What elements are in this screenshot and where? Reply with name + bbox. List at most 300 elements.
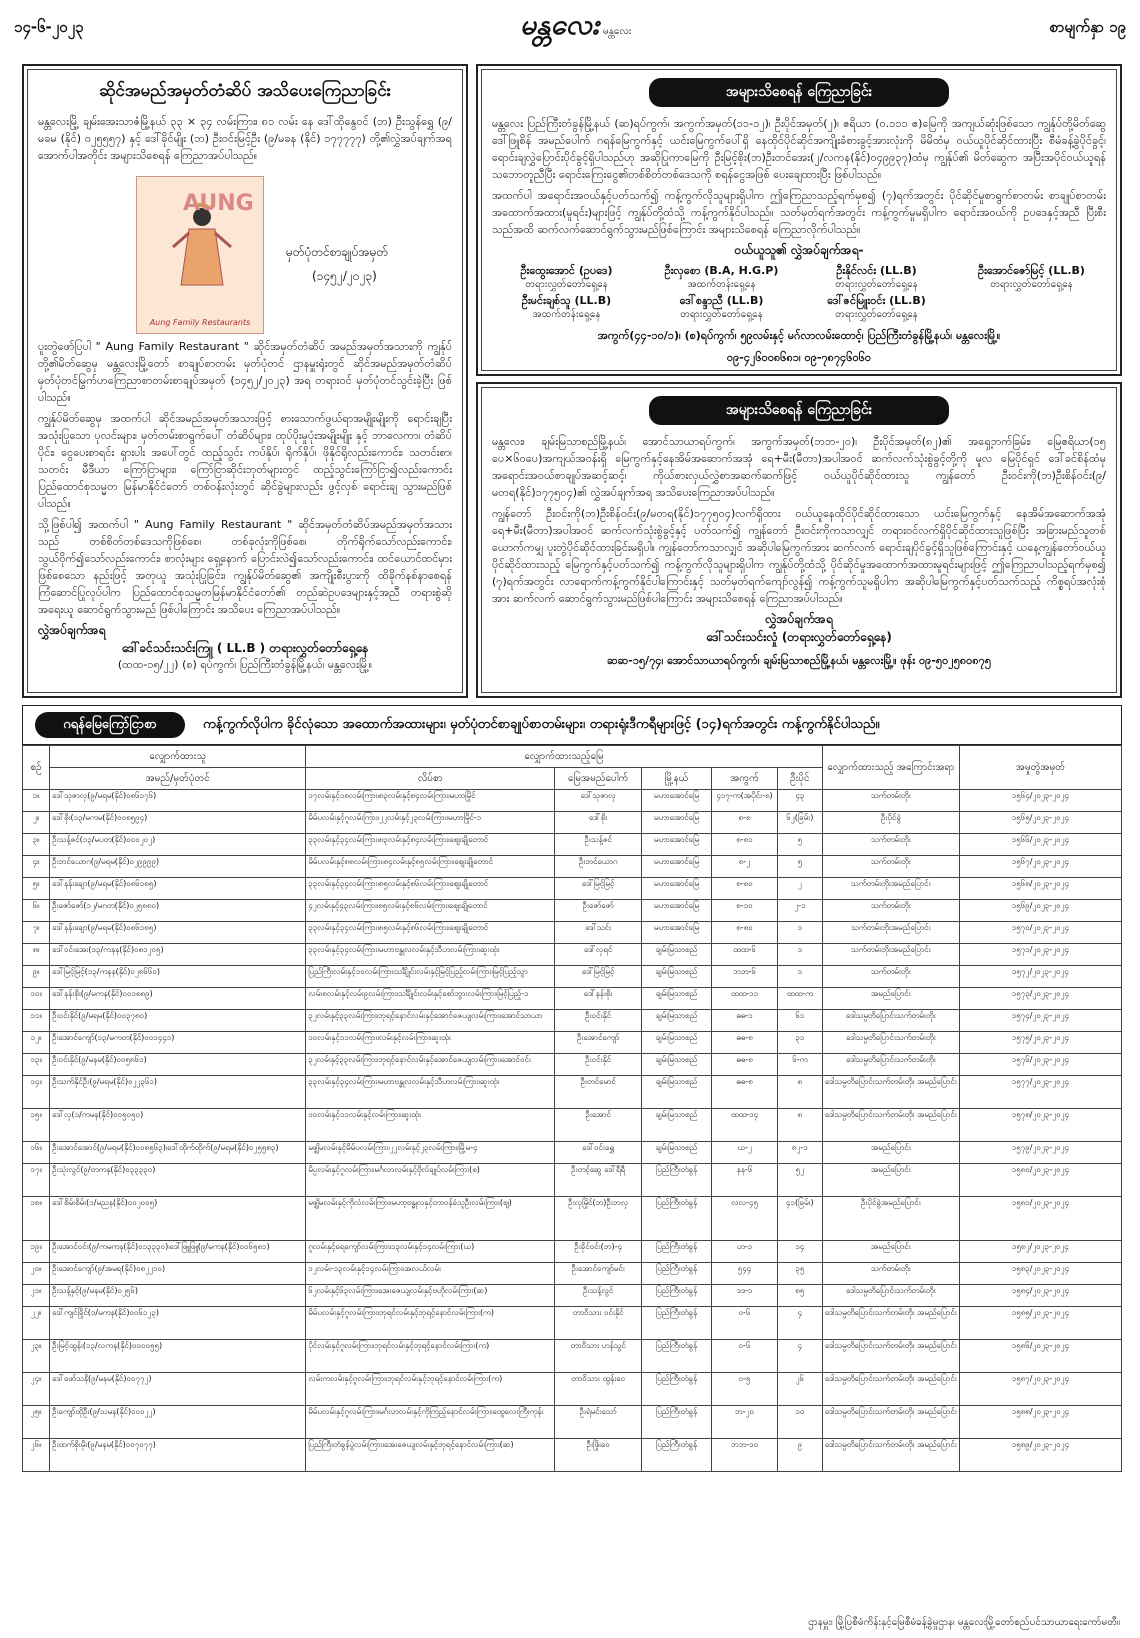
table-cell: ချမ်းမြသာစည်	[641, 1076, 711, 1109]
table-cell: ဒေါ်ဝင်းရွှေ	[555, 1142, 641, 1164]
logo-title: မန္တလေး	[520, 8, 600, 41]
table-cell: ၆၂လမ်းနှင့်၆၃လမ်းကြား၊အေးဇေယျလမ်းနှင့်ဗဟိုလမ်းကြား(ဆ)	[306, 1285, 555, 1307]
land-ownership-sig-label: လွှဲအပ်ချက်အရ	[765, 612, 833, 626]
table-cell: ဦးဝင်းနိုင်	[555, 1054, 641, 1076]
land-sale-phone: ၀၉-၄၂၆၀၀၈၆၈၁၊ ၀၉-၇၈၇၄၆၀၆၀	[726, 351, 872, 364]
land-ownership-notice	[476, 382, 1122, 698]
table-cell: ၁၅၈၄/၂၀၂၃-၂၀၂၄	[959, 1285, 1121, 1307]
table-cell: ပြည်ကြီးတံခွန်ပွဲလမ်းကြား၊အေးဇေယျလမ်းနှင့်ဘုရင့်နောင်လမ်းကြား(ဆ)	[306, 1439, 555, 1472]
table-cell: ဦးဝင်းနိုင်	[555, 1010, 641, 1032]
table-cell: ဒေါသမ္ပတိပြောင်းသက်တမ်းတိုး အမည်ပြောင်း	[822, 1439, 959, 1472]
table-cell: ဦးဖြိုးဝေ	[555, 1439, 641, 1472]
table-cell: တာဝိသား ထွန်းဝေ	[555, 1373, 641, 1406]
land-ownership-lawyer: ဒေါ်သင်းသင်းလှုံ (တရားလွှတ်တော်ရှေ့နေ)	[706, 630, 892, 644]
table-cell: ဦးအောင်ဝင်း(၉/ကမကန(နိုင်)၀၁၃၃၃၀)၊ဒေါ်ဖြူဖြူ(၉/မကန(နိုင်)၀၀၆၅၈၁)	[50, 1241, 306, 1263]
lawyer-entry: ဦးမင်းချစ်သူ (LL.B) အထက်တန်းရှေ့နေ	[521, 294, 612, 320]
table-cell: ၅၄၄	[712, 1263, 778, 1285]
table-cell: သက်တမ်းတိုး	[822, 966, 959, 988]
col-plot: ဦးပိုင်	[777, 768, 822, 790]
table-cell: ၁၅၇၆/၂၀၂၃-၂၀၂၄	[959, 1054, 1121, 1076]
table-cell: ၅။	[23, 878, 50, 900]
table-cell: ပြည်ကြီးတံခွန်	[641, 1285, 711, 1307]
land-ownership-address: ဆဆ-၁၅/၇၄၊ အောင်သာယာရပ်ကွက်၊ ချမ်းမြသာစည်မြို့နယ်၊ မန္တလေးမြို့။ ဖုန်း ၀၉-၅၀၂၅၈၀၈၇၅	[606, 654, 992, 667]
table-cell: ဒေါ်နန်းစိုး(၉/မကန(နိုင်)၀၀၁၈၈၉)	[50, 988, 306, 1010]
table-row	[23, 1010, 1122, 1032]
table-cell: ၁၅၆၈/၂၀၂၃-၂၀၂၄	[959, 878, 1121, 900]
col-applicant: လျှောက်ထားသူ	[50, 746, 306, 768]
table-row	[23, 922, 1122, 944]
col-name: အမည်/မှတ်ပုံတင်	[50, 768, 306, 790]
table-cell: ဒေါသမ္ပတိပြောင်းသက်တမ်းတိုး အမည်ပြောင်း	[822, 1340, 959, 1373]
table-cell: ဦးအောင်ကျော်(၉/အမရ(နိုင်)၀၈၂၂၁၀)	[50, 1263, 306, 1285]
table-cell: ဒေါသမ္ပတိပြောင်းသက်တမ်းတိုး အမည်ပြောင်း	[822, 1373, 959, 1406]
land-sale-address: အကွက်(၄၄-၁၀/၁)၊ (စ)ရပ်ကွက်၊ ၅၉လမ်းနှင့် မဂ်လာလမ်းထောင့်၊ ပြည်ကြီးတံခွန်မြို့နယ်၊ မန္တလေးမြို့။	[597, 329, 1001, 342]
table-cell: ၁၀လမ်းနှင့်၁၁လမ်းကြား၊လမ်းနှင့်လမ်းကြား၊ဆူးထုံး	[306, 1032, 555, 1054]
table-cell: သက်တမ်းတိုး	[822, 856, 959, 878]
table-cell: ဒေါ်နန်းချော(၉/မရမ(နိုင်)၀၈၆၁၈၅)	[50, 878, 306, 900]
land-ownership-body: မန္တလေး၊ ချမ်းမြသာစည်မြို့နယ်၊ အောင်သာယာရပ်ကွက်၊ အကွက်အမှတ်(ဘဘ-၂၀)၊ ဦးပိုင်အမှတ်(၈၂)၏ အရှေ့ဘက်ခြမ်း၊ မြေဧရိယာ(၁၅ ပေ×၆၀ပေ)အကျယ်အဝန်းရှိ မြေကွက်နှင့်နေအိမ်အဆောက်အအုံ ရေ+မီး(မီတာ)အပါအဝင် ဆက်လက်သုံးစွဲခွင့်တို့ကို မူလ မြေပိုင်ရှင် ဒေါ်ခင်စိန်ထံမှ အရောင်းအဝယ်စာချုပ်အဆင့်ဆင့်၊ ကိုယ်စားလှယ်လွှဲစာအဆက်ဆက်ဖြင့် ဝယ်ယူပိုင်ဆိုင်ထားသူ ကျွန်တော် ဦးဝင်းကို(ဘ)ဦးစိန်ဝင်း(၉/မတရ(နိုင်)၁၇၇၅၀၄)၏ လွှဲအပ်ချက်အရ အသိပေးကြေညာအပ်ပါသည်။	[492, 435, 1106, 499]
table-cell: ၁၈။	[23, 1197, 50, 1241]
table-row	[23, 1076, 1122, 1109]
page-header	[0, 0, 1140, 50]
table-cell: ပြည်ကြီးတံခွန်	[641, 1439, 711, 1472]
table-cell: ၃၃လမ်းနှင့်၃၄လမ်းကြား၊၈၅လမ်းနှင့်၈၆လမ်းကြား၊ဈေးချိုတောင်	[306, 878, 555, 900]
table-cell: ဓဓ-၁	[712, 1010, 778, 1032]
table-cell: ဦးအောင်ကျော်မင်း	[555, 1263, 641, 1285]
table-cell: ဓဓ-၈	[712, 1054, 778, 1076]
table-cell: ၁၅၇၉/၂၀၂၃-၂၀၂၄	[959, 1142, 1121, 1164]
table-cell: ဦးသန့်နှင့်(၉/မနမ(နိုင်)၀၂၅၆)	[50, 1285, 306, 1307]
table-cell: ၈၅	[777, 1285, 822, 1307]
table-cell: ဒေါ်မြင့်မြင့်	[555, 966, 641, 988]
table-cell: ၁၄	[777, 1241, 822, 1263]
table-cell: ပြည်ကြီးတံခွန်	[641, 1197, 711, 1241]
issue-date: ၁၄-၆-၂၀၂၃	[14, 18, 84, 36]
table-cell: ၁၀လမ်းနှင့်၁၁လမ်းနှင့်လမ်းကြား၊ဆူးထုံး	[306, 1109, 555, 1142]
table-cell: ဒေါ်နန်းစိုး	[555, 988, 641, 1010]
table-cell: ချမ်းမြသာစည်	[641, 988, 711, 1010]
table-row	[23, 1142, 1122, 1164]
table-cell: ဦးထက်စိုးမိုး(၉/မနမ(နိုင်)၀၀၇၀၇၇)	[50, 1439, 306, 1472]
table-cell: ၁၁။	[23, 1010, 50, 1032]
table-cell: ၄၁(ခြမ်း)	[777, 1197, 822, 1241]
table-cell: ၈။	[23, 944, 50, 966]
table-cell: ၃၃လမ်းနှင့်၃၄လမ်းကြား၊မဟာဗန္ဓုလလမ်းနှင့်သီဟလမ်းကြား၊ဆူးထုံး	[306, 944, 555, 966]
table-row	[23, 966, 1122, 988]
table-row	[23, 1406, 1122, 1439]
table-row	[23, 1439, 1122, 1472]
trademark-para-1: ပူးတွဲဖော်ပြပါ " Aung Family Restaurant " ဆိုင်အမှတ်တံဆိပ် အမည်အမှတ်အသားကို ကျွန်ုပ်တို့၏မိတ်ဆွေမှ မန္တလေးမြို့တော် စာချုပ်စာတမ်း မှတ်ပုံတင် ဌာနမှူးရုံးတွင် ဆိုင်အမည်အမှတ်တံဆိပ်မှတ်ပုံတင်မြွက်ဟကြေညာစာတမ်းစာချုပ်အမှတ် (၁၄၅၂/၂၀၂၃) အရ တရားဝင် မှတ်ပုံတင်သွင်းခဲ့ပြီး ဖြစ်ပါသည်။	[38, 340, 452, 404]
grant-land-instructions: ကန့်ကွက်လိုပါက ခိုင်လုံသော အထောက်အထားများ၊ မှတ်ပုံတင်စာချုပ်စာတမ်းများ၊ တရားရုံးဒီကရီများဖြင့် (၁၄)ရက်အတွင်း ကန့်ကွက်နိုင်ပါသည်။	[203, 717, 880, 732]
aung-family-restaurant-logo	[136, 176, 264, 334]
table-cell: ၁	[777, 922, 822, 944]
table-cell: မဇ္ဈိမလမ်းနှင့်ကိုလံလမ်းကြား၊မဟာ့ဗန္ဓုလနှင့်တာဝန်ခံသူဦးလမ်းကြား(ဈ)	[306, 1197, 555, 1241]
col-land: လျှောက်ထားသည့်မြေ	[306, 746, 823, 768]
table-cell: သက်တမ်းတိုးအမည်ပြောင်း	[822, 944, 959, 966]
lawyer-entry: ဦးနိုင်လင်း (LL.B) တရားလွှတ်တော်ရှေ့နေ	[835, 264, 918, 290]
table-cell: ဦးရဲမင်းသော်	[555, 1406, 641, 1439]
table-cell: ၅	[777, 856, 822, 878]
table-cell: ၁၅၆၇/၂၀၂၃-၂၀၂၄	[959, 856, 1121, 878]
table-cell: တာဝိသား ဟန်သွင်	[555, 1340, 641, 1373]
table-cell: ၂၅။	[23, 1406, 50, 1439]
table-cell: ၁၅၈၅/၂၀၂၃-၂၀၂၄	[959, 1307, 1121, 1340]
table-cell: ဒေါ်ဖော်သနိ(၉/မနမ(နိုင်)၀၀၇၇၂)	[50, 1373, 306, 1406]
table-cell: ဓဓ-၈	[712, 1076, 778, 1109]
table-cell: ၁၇လမ်းနှင့်၁၈လမ်းကြား၊၈၃လမ်းနှင့်၈၄လမ်းကြား၊မဟာမြိုင်	[306, 790, 555, 812]
trademark-registration-label: မှတ်ပုံတင်စာချုပ်အမှတ်	[286, 245, 389, 259]
table-cell: ၁၇။	[23, 1164, 50, 1197]
table-cell: ၁၅၆၄/၂၀၂၃-၂၀၂၄	[959, 790, 1121, 812]
table-cell: ၁၅၈၁/၂၀၂၃-၂၀၂၄	[959, 1197, 1121, 1241]
table-cell: ချမ်းမြသာစည်	[641, 1109, 711, 1142]
table-cell: ၁၅၆၉/၂၀၂၃-၂၀၂၄	[959, 900, 1121, 922]
table-cell: ၂၁။	[23, 1285, 50, 1307]
table-cell: ၃၅	[777, 1263, 822, 1285]
trademark-notice-title: ဆိုင်အမည်အမှတ်တံဆိပ် အသိပေးကြေညာခြင်း	[98, 81, 391, 101]
table-cell: ဒေါ်မြင့်မြင့်	[555, 878, 641, 900]
table-cell: ဦးသန့်လွင်	[555, 1285, 641, 1307]
table-cell: ၁၃။	[23, 1054, 50, 1076]
table-cell: ၁၉။	[23, 1241, 50, 1263]
table-cell: ၂၀။	[23, 1263, 50, 1285]
table-cell: သက်တမ်းတိုးအမည်ပြောင်း	[822, 878, 959, 900]
table-row	[23, 1263, 1122, 1285]
table-cell: အမည်ပြောင်း	[822, 1241, 959, 1263]
land-sale-body-2: အထက်ပါ အရောင်းအဝယ်နှင့်ပတ်သက်၍ ကန့်ကွက်လိုသူများရှိပါက ဤကြေညာသည့်ရက်မှစ၍ (၇)ရက်အတွင်း ပိုင်ဆိုင်မှုစာရွက်စာတမ်း စာချုပ်စာတမ်းအထောက်အထား(မူရင်း)များဖြင့် ကျွန်ုပ်တို့ထံသို့ ကန့်ကွက်နိုင်ပါသည်။ သတ်မှတ်ရက်အတွင်း ကန့်ကွက်မှုမရှိပါက ရောင်းအဝယ်ကို ဥပဒေနှင့်အညီ ပြီးစီးသည်အထိ ဆက်လက်ဆောင်ရွက်သွားမည်ဖြစ်ကြောင်း အများသိစေရန် ကြေညာလိုက်ပါသည်။	[492, 189, 1106, 236]
table-cell: ၁၅၈၂/၂၀၂၃-၂၀၂၄	[959, 1241, 1121, 1263]
table-cell: ၁၅၇၈/၂၀၂၃-၂၀၂၄	[959, 1109, 1121, 1142]
table-cell: ဒေါ်လှရင်	[555, 944, 641, 966]
table-row	[23, 1054, 1122, 1076]
table-cell: ထထ-က	[777, 988, 822, 1010]
col-no: စဉ်	[23, 746, 50, 790]
col-township: မြို့နယ်	[641, 768, 711, 790]
table-row	[23, 1340, 1122, 1373]
table-cell: ချမ်းမြသာစည်	[641, 1142, 711, 1164]
table-cell: ၁။	[23, 790, 50, 812]
table-row	[23, 878, 1122, 900]
table-cell: သက်တမ်းတိုးအမည်ပြောင်း	[822, 922, 959, 944]
table-cell: ပြည်ကြီးတံခွန်	[641, 1164, 711, 1197]
table-cell: ဒေါ်ဝင်းအေး(၁၃/ကနန(နိုင်)၀၈၁၂၀၅)	[50, 944, 306, 966]
table-cell: မိမ်ပလမ်းနှင့်ဂူလမ်းကြား၊၂၂လမ်းနှင့်၂၃လမ်းကြား၊မဟာမြိုင်-၁	[306, 812, 555, 834]
table-cell: ဒေါသမ္ပတိပြောင်းသက်တမ်းတိုး	[822, 1010, 959, 1032]
table-row	[23, 1032, 1122, 1054]
land-ownership-body-2: ကျွန်တော် ဦးဝင်းကို(ဘ)ဦးစိန်ဝင်း(၉/မတရ(နိုင်)၁၇၇၅၀၄)လက်ရှိထား ဝယ်ယူနေထိုင်ပိုင်ဆိုင်ထားသော ယင်းမြေကွက်နှင့် နေအိမ်အဆောက်အအုံ ရေ+မီး(မီတာ)အပါအဝင် ဆက်လက်သုံးစွဲခွင့်နှင့် ပတ်သက်၍ ကျွန်တော် ဦးဝင်းကိုကသာလျှင် တရားဝင်လက်ရှိပိုင်ဆိုင်ထားသူဖြစ်ပြီး အခြားမည်သူတစ်ယောက်ကမျှ ပူးတွဲပိုင်ဆိုင်ထားခြင်းမရှိပါ။ ကျွန်တော်ကသာလျှင် အဆိုပါမြေကွက်အား ဆက်လက် ရောင်းချပိုင်ခွင့်ရှိသူဖြစ်ကြောင်းနှင့် ယနေ့ကျွန်တော်ဝယ်ယူပိုင်ဆိုင်ထားသည့် မြေကွက်နှင့်ပတ်သက်၍ ကန့်ကွက်လိုသူများရှိပါက ကျွန်ုပ်တို့ထံသို့ ပိုင်ဆိုင်မှုအထောက်အထားမူရင်းများဖြင့် ဤကြေညာပါသည့်ရက်မှစ၍ (၇)ရက်အတွင်း လာရောက်ကန့်ကွက်နိုင်ပါကြောင်းနှင့် သတ်မှတ်ရက်ကျော်လွန်၍ ကန့်ကွက်သူမရှိပါက အဆိုပါမြေကွက်နှင့်ပတ်သက်သည့် ကိစ္စရပ်အလုံးစုံအား ဆက်လက် ဆောင်ရွက်သွားမည်ဖြစ်ပါကြောင်း အများသိစေရန် ကြေညာအပ်ပါသည်။	[492, 507, 1106, 605]
page-number: စာမျက်နှာ ၁၉	[1049, 18, 1126, 36]
table-cell: ဓဓ-၈	[712, 1032, 778, 1054]
col-block: အကွက်	[712, 768, 778, 790]
table-cell: ဟ-၁	[712, 1241, 778, 1263]
table-cell: ၆။	[23, 900, 50, 922]
table-cell: သက်တမ်းတိုး	[822, 1263, 959, 1285]
table-row	[23, 1109, 1122, 1142]
table-cell: ချမ်းမြသာစည်	[641, 1054, 711, 1076]
table-cell: ၂၆	[777, 1373, 822, 1406]
trademark-para-3: သို့ဖြစ်ပါ၍ အထက်ပါ " Aung Family Restaurant " ဆိုင်အမှတ်တံဆိပ်အမည်အမှတ်အသားသည် တစ်စိတ်တစ်ဒေသကိုဖြစ်စေ၊ တစ်ခုလုံးကိုဖြစ်စေ၊ တိုက်ရိုက်သော်လည်းကောင်း၊ သွယ်ဝိုက်၍သော်လည်းကောင်း၊ စာလုံးများ ရှေ့နောက် ပြောင်းလဲ၍သော်လည်းကောင်း၊ ထင်ယောင်ထင်မှား ဖြစ်စေသော နည်းဖြင့် အတုယူ အသုံးပြုခြင်း၊ ကျွန်ုပ်မိတ်ဆွေ၏ အကျိုးစီးပွားကို ထိခိုက်နစ်နာစေရန် ကြံဆောင်ပြုလုပ်ပါက ပြည်ထောင်စုသမ္မတမြန်မာနိုင်ငံတော်၏ တည်ဆဲဥပဒေများနှင့်အညီ တရားစွဲဆို အရေးယူ ဆောင်ရွက်သွားမည် ဖြစ်ပါကြောင်း အသိပေး ကြေညာအပ်ပါသည်။	[38, 518, 452, 616]
table-row	[23, 1307, 1122, 1340]
table-cell: ဝ-၅	[712, 1373, 778, 1406]
table-cell: မဟာအောင်မြေ	[641, 856, 711, 878]
land-sale-sig-label: ဝယ်ယူသူ၏ လွှဲအပ်ချက်အရ-	[734, 243, 864, 257]
logo-letters: AUNG	[183, 191, 254, 216]
table-cell: ၇။	[23, 922, 50, 944]
table-cell: ဒေါ်သုဇာလှ	[555, 790, 641, 812]
table-cell: ၂-၁	[777, 900, 822, 922]
table-cell: မဇ္ဈိမလမ်းနှင့်မိမ်ပလမ်းကြား၊၂၂လမ်းနှင့်၂၃လမ်းကြား၊မြို့မ-၄	[306, 1142, 555, 1164]
table-cell: ၈	[777, 1076, 822, 1109]
table-row	[23, 856, 1122, 878]
table-cell: ၁၅၈၈/၂၀၂၃-၂၀၂၄	[959, 1406, 1121, 1439]
table-cell: ၉	[777, 1439, 822, 1472]
table-cell: ချမ်းမြသာစည်	[641, 1010, 711, 1032]
table-cell: မဟာအောင်မြေ	[641, 790, 711, 812]
table-cell: ၈-၂	[712, 856, 778, 878]
table-cell: ဦးတင့်ဆွေ ဒေါ်ရီရီ	[555, 1164, 641, 1197]
logo-caption: Aung Family Restaurants	[149, 318, 251, 327]
table-cell: ၁၅၈၀/၂၀၂၃-၂၀၂၄	[959, 1164, 1121, 1197]
table-cell: ဃ-၂	[712, 1142, 778, 1164]
table-cell: ဦးလှမြိုင်(ဘ)ဦးဘလှ	[555, 1197, 641, 1241]
table-cell: ဦးကျော်ထိုဦး(၉/သမန(နိုင်)၀၀၀၂၂)	[50, 1406, 306, 1439]
table-cell: ဒေါ်သုဇာလှ(၉/မရမ(နိုင်)၀၈၆၁၇၆)	[50, 790, 306, 812]
table-cell: ၈-၈၀	[712, 878, 778, 900]
table-cell: ၁၅၇၅/၂၀၂၃-၂၀၂၄	[959, 1032, 1121, 1054]
table-cell: ဦးအောင်အောင်(၉/မရမ(နိုင်)၀၀၈၅၆၃)၊ဒေါ်ထိုက်ထိုက်(၉/မရမ(နိုင်)၀၂၅၅၈၃)	[50, 1142, 306, 1164]
table-cell: ၄	[777, 1340, 822, 1373]
col-case: အမှုတွဲအမှတ်	[959, 746, 1121, 790]
table-cell: ဒေါ်လှ(၁/ကမန(နိုင်)၀၀၅၀၅၀)	[50, 1109, 306, 1142]
table-cell: ၁၅၆၆/၂၀၂၃-၂၀၂၄	[959, 834, 1121, 856]
table-cell: ပြည်ကြီးတံခွန်	[641, 1241, 711, 1263]
table-cell: ဒေါ်မြင့်မြင့်(၁၃/ကနန(နိုင်)၀၂၈၆၆၀)	[50, 966, 306, 988]
table-cell: ၂၄။	[23, 1373, 50, 1406]
table-cell: ၄၂လမ်းနှင့်၄၃လမ်းကြား၊၈၅လမ်းနှင့်၈၆လမ်းကြား၊ဈေးချိုတောင်	[306, 900, 555, 922]
table-cell: ၈	[777, 1109, 822, 1142]
table-cell: ၄။	[23, 856, 50, 878]
table-cell: ချမ်းမြသာစည်	[641, 1032, 711, 1054]
table-cell: ၁၅၇၁/၂၀၂၃-၂၀၂၄	[959, 944, 1121, 966]
table-cell: မိမ်ပလမ်းနှင့်ဂူလမ်းကြား၊ဘုရင်လမ်းနှင့်ဘုရင့်နောင်လမ်းကြား(က)	[306, 1307, 555, 1340]
table-cell: ပိုင်လမ်းနှင့်ဂူလမ်းကြား၊ဘုရင်လမ်းနှင့်ဘုရင့်နောင်လမ်းကြား(က)	[306, 1340, 555, 1373]
table-cell: မိမ်ပလမ်းနှင့်ဂူလမ်းကြား၊မင်္ဂလာလမ်းနှင့်ကိုကြည့်နောင်လမ်းကြား၊ထွေလေးကြီးကုန်း	[306, 1406, 555, 1439]
col-address: လိပ်စာ	[306, 768, 555, 790]
table-cell: ၃၂လမ်းနှင့်၃၃လမ်းကြား၊ဘုရင့်နောင်လမ်းနှင့်အောင်ဇေယျလမ်းကြား၊အောင်သာယာ	[306, 1010, 555, 1032]
table-cell: ၁၅၇၃/၂၀၂၃-၂၀၂၄	[959, 988, 1121, 1010]
table-cell: ထထ-၁၄	[712, 1109, 778, 1142]
land-sale-body: မန္တလေး ပြည်ကြီးတံခွန်မြို့နယ် (ဆ)ရပ်ကွက်၊ အကွက်အမှတ်(၁၁-၁၂)၊ ဦးပိုင်အမှတ်(၂)၊ ဧရိယာ (၀.၁၁၁ ဧ)မြေကို အကျယ်ဆုံးဖြစ်သော ကျွန်ုပ်တို့မိတ်ဆွေ ဒေါ်ဖြူစိန် အမည်ပေါက် ဂရန်မြေကွက်နှင့် ယင်းမြေကွက်ပေါ်ရှိ နေထိုင်ပိုင်ဆိုင်အကျိုးခံစားခွင့်အားလုံးကို မိမိထံမှ ဝယ်ယူပိုင်ဆိုင်ထားပြီး စီမံခန့်ခွဲပိုင်ခွင့်၊ ရောင်းချလွှဲပြောင်းပိုင်ခွင့်ရှိပါသည်ဟု အဆိုပြုကာမြေကို ဦးမြင့်စိုး(ဘ)ဦးတင်အေး(၂/လကန(နိုင်)၀၄၉၉၃၇)ထံမှ ကျွန်ုပ်၏ မိတ်ဆွေက အပြီးအပိုင်ဝယ်ယူရန်သဘောတူညီပြီး ရောင်းကြေးငွေ၏တစ်စိတ်တစ်ဒေသကို စရန်ငွေအဖြစ် ပေးချေထားပြီး ဖြစ်ပါသည်။	[492, 117, 1106, 181]
table-cell: ဦးမြင့်ထွန်း(၁၃/လကန(နိုင်)၀၀၀၀၅၅)	[50, 1340, 306, 1373]
table-cell: ဦးသုံးလွင်(၉/တကန(နိုင်)၀၃၃၃၃၀)	[50, 1164, 306, 1197]
lawyer-entry: ဦးထွေးအောင် (ဥပဒေ) တရားလွှတ်တော်ရှေ့နေ	[520, 264, 613, 290]
table-cell: ဦးဘင်ယောဂ(၉/မရမ(နိုင်)၀၂၉၉၉၉)	[50, 856, 306, 878]
table-cell: ၆၂(ခြမ်း)	[777, 812, 822, 834]
table-cell: ၂	[777, 878, 822, 900]
table-cell: ၁၂လမ်း-၁၃လမ်းနှင့်၁၄လမ်းကြား၊အလယ်လမ်း	[306, 1263, 555, 1285]
table-cell: ပြည်ကြီးတံခွန်	[641, 1263, 711, 1285]
table-cell: သက်တမ်းတိုး	[822, 790, 959, 812]
table-cell: ဦးဘင်ယောဂ	[555, 856, 641, 878]
table-cell: ချမ်းမြသာစည်	[641, 944, 711, 966]
table-cell: ၁၅၇၇/၂၀၂၃-၂၀၂၄	[959, 1076, 1121, 1109]
trademark-para-2: ကျွန်ုပ်မိတ်ဆွေမှ အထက်ပါ ဆိုင်အမည်အမှတ်အသားဖြင့် စားသောက်ဖွယ်ရာအမျိုးမျိုးကို ရောင်းချပြီး အသုံးပြုသော ပုလင်းများ၊ မှတ်တမ်းစာရွက်ပေါ် တံဆိပ်များ၊ ထုပ်ပိုးမှုပုံးအမျိုးမျိုး နှင့် ဘာလေကာ၊ တံဆိပ်ပိုင်း၊ ငွေပေးစာရင်း ရှားပါး အပေါ်တွင် ထည့်သွင်း ကပ်နိုပ်၊ ရိုက်နှိပ်၊ ဖိုနိုင်ရိုလည်းကောင်း၊ သတင်းစာ၊ သတင်း မီဒီယာ ကြော်ငြာများ၊ ကြော်ငြာဆိုင်းဘုတ်များတွင် ထည့်သွင်းကြော်ငြာ၍လည်းကောင်း ပြည်ထောင်စုသမ္မတ မြန်မာနိုင်ငံတော် တစ်ဝန်းလုံးတွင် ဆိုင်ခွဲများလည်း ဖွင့်လှစ် ရောင်းချ သွားမည်ဖြစ်ပါသည်။	[38, 412, 452, 510]
trademark-lawyer-address: (ထထ-၁၅/၂၂) (စ) ရပ်ကွက်၊ ပြည်ကြီးတံခွန်မြို့နယ်၊ မန္တလေးမြို့။	[117, 658, 373, 671]
table-cell: ၅၂	[777, 1164, 822, 1197]
table-cell: ဦးဇော်ဇော်(၁၂/မဂတ(နိုင်)၀၂၅၈၈၀)	[50, 900, 306, 922]
table-cell: ဦးဇော်ဇော်	[555, 900, 641, 922]
table-cell: ဦးသက်နိုင်ဦး(၉/မရမ(နိုင်)၀၂၂၃၆၁)	[50, 1076, 306, 1109]
table-cell: ဘ-၂၀	[712, 1406, 778, 1439]
table-cell: နန-၆	[712, 1164, 778, 1197]
table-row	[23, 1241, 1122, 1263]
trademark-lawyer: ဒေါ်ခင်သင်းသင်းကြူ ( LL.B ) တရားလွှတ်တော်ရှေ့နေ	[121, 641, 369, 655]
trademark-intro: မန္တလေးမြို့ ချမ်းအေးသာဇံမြို့နယ် ၃၃ × ၃၄ လမ်းကြား၊ ၈၁ လမ်း နေ ဒေါ်ထိုနွေဝင် (ဘ) ဦးသွန်ရွှေ (၉/မခမ (နိုင်) ၀၂၅၅၅၇) နှင့် ဒေါ်ခိုင်မျိုး (ဘ) ဦးဝင်းမြင့်ဦး (၉/မခန (နိုင်) ၁၇၇၇၇၇) တို့၏လွှဲအပ်ချက်အရ အောက်ပါအတိုင်း အများသိစေရန် ကြေညာအပ်ပါသည်။	[38, 115, 452, 162]
table-cell: ၁၅၈၆/၂၀၂၃-၂၀၂၄	[959, 1340, 1121, 1373]
table-cell: ၁၂။	[23, 1032, 50, 1054]
table-cell: ချမ်းမြသာစည်	[641, 966, 711, 988]
table-cell: ၃၃လမ်းနှင့်၃၄လမ်းကြား၊၈၅လမ်းနှင့်၈၆လမ်းကြား၊ဈေးချိုတောင်	[306, 922, 555, 944]
table-cell: ၂၂။	[23, 1307, 50, 1340]
table-cell: လမ်းကလမ်းနှင့်ဂူလမ်းကြား၊ဘုရင်လမ်းနှင့်ဘုရင့်နောင်လမ်းကြား(က)	[306, 1373, 555, 1406]
table-cell: ဒေါသမ္ပတိပြောင်းသက်တမ်းတိုး အမည်ပြောင်း	[822, 1307, 959, 1340]
table-cell: ၈-၈	[712, 812, 778, 834]
table-cell: ဒေါသမ္ပတိပြောင်းသက်တမ်းတိုး အမည်ပြောင်း	[822, 1109, 959, 1142]
trademark-registration-number: (၁၄၅၂/၂၀၂၃)	[312, 269, 377, 283]
trademark-sig-label: လွှဲအပ်ချက်အရ	[38, 623, 106, 637]
table-cell: ဒေါ်နန်းချော(၉/မရမ(နိုင်)၀၈၆၁၈၅)	[50, 922, 306, 944]
table-cell: ၁၅၆၅/၂၀၂၃-၂၀၂၄	[959, 812, 1121, 834]
land-sale-notice-title: အများသိစေရန် ကြေညာခြင်း	[649, 78, 949, 107]
table-cell: ဦးသန့်ဇင်(၁၃/မပတ(နိုင်)၀၀၀၂၀၂)	[50, 834, 306, 856]
table-cell: ၆၁	[777, 1010, 822, 1032]
col-reason: လျှောက်ထားသည့် အကြောင်းအရာ	[822, 746, 959, 790]
land-ownership-notice-title: အများသိစေရန် ကြေညာခြင်း	[649, 396, 949, 425]
lawyer-entry: ဒေါ်ဇင်မြူးဝင်း (LL.B) တရားလွှတ်တော်ရှေ့နေ	[827, 294, 926, 320]
table-cell: မဟာအောင်မြေ	[641, 812, 711, 834]
table-row	[23, 944, 1122, 966]
table-cell: ၁၀	[777, 1406, 822, 1439]
table-cell: ၂၃။	[23, 1340, 50, 1373]
table-cell: ဘဘ-၁၀	[712, 1439, 778, 1472]
grant-land-banner	[22, 705, 1122, 745]
table-cell: မဟာအောင်မြေ	[641, 900, 711, 922]
table-cell: ၉။	[23, 966, 50, 988]
table-cell: မဟာအောင်မြေ	[641, 834, 711, 856]
table-row	[23, 1373, 1122, 1406]
table-cell: ဒေါသမ္ပတိပြောင်းသက်တမ်းတိုး	[822, 1054, 959, 1076]
table-cell: ၃၂လမ်းနှင့်၃၃လမ်းကြား၊ဘုရင့်နောင်လမ်းနှင့်အောင်ဇေယျလမ်းကြား၊အောင်ဝင်း	[306, 1054, 555, 1076]
table-row	[23, 1197, 1122, 1241]
lawyer-entry: ဦးလှစော (B.A, H.G.P) အထက်တန်းရှေ့နေ	[664, 264, 779, 290]
table-cell: ၃၃လမ်းနှင့်၃၄လမ်းကြား၊မဟာဗန္ဓုလလမ်းနှင့်သီဟလမ်းကြား၊ဆူးထုံး	[306, 1076, 555, 1109]
table-row	[23, 834, 1122, 856]
table-cell: ပြည်ကြီးတံခွန်	[641, 1406, 711, 1439]
table-cell: ၆-က	[777, 1054, 822, 1076]
land-sale-notice	[476, 64, 1122, 376]
table-cell: ဦးဝင်းနိုင်(၉/မရမ(နိုင်)၀၀၃၇၈၀)	[50, 1010, 306, 1032]
table-cell: ၁၅၈၃/၂၀၂၃-၂၀၂၄	[959, 1263, 1121, 1285]
table-cell: ဒဒ-၁	[712, 1285, 778, 1307]
grant-land-table	[22, 745, 1122, 1472]
table-cell: သက်တမ်းတိုး	[822, 834, 959, 856]
table-cell: ၁၅၇၄/၂၀၂၃-၂၀၂၄	[959, 1010, 1121, 1032]
table-cell: မိပ္ပလမ်းနှင့်ဂူလမ်းကြား၊မင်္ဂလာလမ်းနှင့်ဗိုလ်ချုပ်လမ်းကြား(စ)	[306, 1164, 555, 1197]
table-cell: ဒေါသမ္ပတိပြောင်းသက်တမ်းတိုး	[822, 1032, 959, 1054]
table-cell: ဦးပိုင်ခွဲ	[822, 812, 959, 834]
footer-issuer: ဌာနမှူး၊ မြို့ပြစီမံကိန်းနှင့်မြေစီမံခန့်ခွဲမှုဌာန၊ မန္တလေးမြို့တော်စည်ပင်သာယာရေးကော်မတီ။	[808, 1617, 1120, 1628]
table-cell: အမည်ပြောင်း	[822, 1142, 959, 1164]
table-cell: ဦးအောင်	[555, 1109, 641, 1142]
table-row	[23, 988, 1122, 1010]
table-cell: ဒေါ်စိုး(၁၃/မကမ(နိုင်)၀၀၈၅၉၄)	[50, 812, 306, 834]
table-cell: လမ်း၈လမ်းနှင့်လမ်း၉လမ်းကြား၊သင်္ချိုင်းလမ်းနှင့်စော်ဘွားလမ်းကြား၊မြင့်ပြည့်-၁	[306, 988, 555, 1010]
table-cell: အမည်ပြောင်း	[822, 1164, 959, 1197]
table-cell: ထထ-၆	[712, 944, 778, 966]
table-cell: ဦးအောင်ကျော်(၁၃/မကတ(နိုင်)၀၀၁၄၄၁)	[50, 1032, 306, 1054]
lawyer-entry: ဦးအောင်ဇော်မြင့် (LL.B) တရားလွှတ်တော်ရှေ့နေ	[978, 264, 1085, 290]
table-cell: ပြည်ကြီးတံခွန်	[641, 1373, 711, 1406]
table-cell: ၁	[777, 944, 822, 966]
table-cell: ဒေါ်စိမ်းစိမ်း(၁/မညန(နိုင်)၀၀၂၀၀၅)	[50, 1197, 306, 1241]
table-cell: ပြည်ကြီးတံခွန်	[641, 1340, 711, 1373]
table-cell: ၂၆။	[23, 1439, 50, 1472]
table-cell: ပြည်ကြီးတံခွန်	[641, 1307, 711, 1340]
table-cell: မဟာအောင်မြေ	[641, 922, 711, 944]
table-cell: ၄၃	[777, 790, 822, 812]
table-cell: ၈-၁၀	[712, 900, 778, 922]
table-cell: ဝ-၆	[712, 1307, 778, 1340]
table-cell: ဒေါသမ္ပတိပြောင်းသက်တမ်းတိုး အမည်ပြောင်း	[822, 1076, 959, 1109]
table-cell: အမည်ပြောင်း	[822, 988, 959, 1010]
table-cell: ဦးတင်မောင်	[555, 1076, 641, 1109]
table-cell: ထထ-၁၁	[712, 988, 778, 1010]
table-cell: ၂။	[23, 812, 50, 834]
newspaper-logo	[520, 6, 631, 48]
table-cell: လလ-၄၅	[712, 1197, 778, 1241]
trademark-notice	[22, 64, 468, 698]
logo-subtitle: မန္တလေး	[603, 26, 632, 37]
lawyer-entry: ဒေါ်စန္ဒာညီ (LL.B) တရားလွှတ်တော်ရှေ့နေ	[679, 294, 764, 320]
table-cell: ၁၅၇၀/၂၀၂၃-၂၀၂၄	[959, 922, 1121, 944]
table-cell: ၄	[777, 1307, 822, 1340]
table-cell: ၈၂-၁	[777, 1142, 822, 1164]
table-row	[23, 1285, 1122, 1307]
table-cell: ၁၅၇၂/၂၀၂၃-၂၀၂၄	[959, 966, 1121, 988]
table-cell: ၈-၈၀	[712, 922, 778, 944]
table-cell: ဂူလမ်းနှင့်ရေကျော်လမ်းကြား၊၁၃လမ်းနှင့်၁၄လမ်းကြား(ဃ)	[306, 1241, 555, 1263]
table-cell: ၁၅။	[23, 1109, 50, 1142]
table-cell: ဦးခိုင်ဝင်း(ဘ)-၄	[555, 1241, 641, 1263]
table-row	[23, 812, 1122, 834]
table-cell: ၁၅၈၉/၂၀၂၃-၂၀၂၄	[959, 1439, 1121, 1472]
table-row	[23, 790, 1122, 812]
table-row	[23, 1164, 1122, 1197]
table-cell: ၁၄။	[23, 1076, 50, 1109]
table-cell: တာဝိသား ဝင်းနိုင်	[555, 1307, 641, 1340]
table-cell: ၁	[777, 966, 822, 988]
grant-land-tag: ဂရန်မြေကြော်ငြာစာ	[35, 712, 185, 738]
table-cell: မဟာအောင်မြေ	[641, 878, 711, 900]
table-cell: ပြည်ကြီးလမ်းနှင့်၁၀လမ်းကြား၊သင်္ချိုင်းလမ်းနှင့်မြင့်ပြည့်လမ်းကြား၊မြင့်ပြည့်သွာ	[306, 966, 555, 988]
table-cell: ၃၃လမ်းနှင့်၃၄လမ်းကြား၊၈၃လမ်းနှင့်၈၄လမ်းကြား၊ဈေးချိုတောင်	[306, 834, 555, 856]
table-cell: ၃၁	[777, 1032, 822, 1054]
table-cell: ၃။	[23, 834, 50, 856]
table-cell: ၈-၈၁	[712, 834, 778, 856]
table-cell: ၁၆။	[23, 1142, 50, 1164]
table-row	[23, 900, 1122, 922]
table-cell: ၄၁၇-က(အပိုင်း-၈)	[712, 790, 778, 812]
